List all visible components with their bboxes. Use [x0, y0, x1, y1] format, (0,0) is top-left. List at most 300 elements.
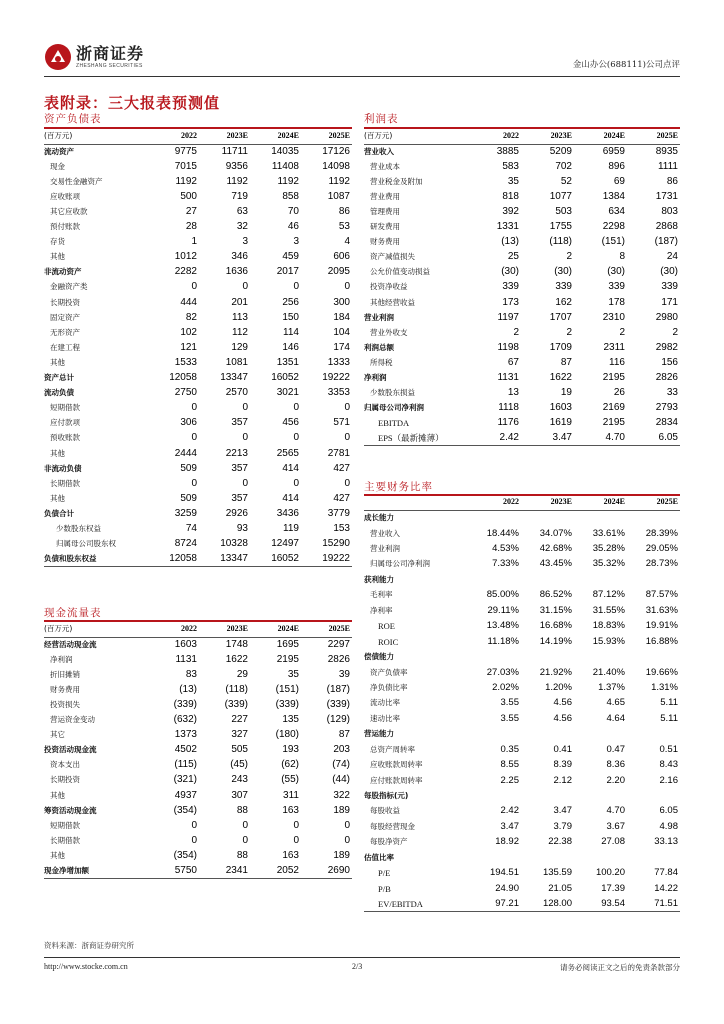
row-value: 6959 — [602, 145, 625, 157]
row-value: (129) — [326, 714, 350, 726]
row-value: 2311 — [603, 341, 625, 353]
row-value — [521, 727, 574, 742]
row-value: 459 — [282, 251, 299, 263]
cashflow-year-2023e: 2023E — [199, 622, 250, 637]
row-value: 18.44% — [486, 527, 519, 539]
row-value: 300 — [333, 296, 350, 308]
balance-sheet-table — [44, 129, 352, 567]
row-value: 0 — [293, 834, 299, 846]
row-label: 交易性金融资产 — [50, 176, 103, 186]
row-value: 71.51 — [627, 896, 680, 911]
row-value: 0 — [344, 281, 350, 293]
table-row — [364, 235, 680, 250]
table-row — [364, 526, 680, 541]
row-value: 0 — [242, 834, 248, 846]
row-value: 0.41 — [553, 743, 572, 755]
row-value: 6.05 — [627, 431, 680, 446]
row-label: 存货 — [50, 237, 65, 247]
row-value: 11.18% — [487, 635, 519, 647]
row-label: 短期借款 — [50, 403, 80, 413]
table-row — [44, 235, 352, 250]
row-value: 1087 — [327, 190, 350, 202]
row-value: 87.12% — [592, 589, 625, 601]
cashflow-year-2025e: 2025E — [301, 622, 352, 637]
row-value: 15290 — [322, 538, 350, 550]
table-row — [44, 697, 352, 712]
row-value: 0 — [293, 477, 299, 489]
row-value: 2690 — [301, 864, 352, 879]
row-value: 19.66% — [645, 666, 678, 678]
row-value: 189 — [333, 804, 350, 816]
row-value: 3 — [293, 236, 299, 248]
row-value: 135 — [282, 714, 299, 726]
row-value: 414 — [282, 462, 299, 474]
row-value: (187) — [326, 683, 350, 695]
row-value — [574, 850, 627, 865]
footer-disclaimer-note: 请务必阅读正文之后的免责条款部分 — [560, 963, 680, 972]
row-value: 146 — [282, 341, 299, 353]
ratios-year-2025e: 2025E — [627, 495, 680, 510]
table-row — [44, 401, 352, 416]
row-label: 其它应收款 — [50, 207, 88, 217]
row-value — [468, 572, 521, 587]
row-value: 444 — [180, 296, 197, 308]
table-row — [44, 325, 352, 340]
row-value: 18.92 — [495, 836, 519, 848]
row-value: 77.84 — [654, 867, 678, 879]
row-label: 在建工程 — [50, 342, 80, 352]
row-value: 35 — [507, 175, 519, 187]
table-row — [364, 603, 680, 618]
row-value: 1192 — [277, 175, 299, 187]
row-value: 3.47 — [521, 431, 574, 446]
row-label: 无形资产 — [50, 327, 80, 337]
table-row — [44, 189, 352, 204]
row-value: 0 — [191, 477, 197, 489]
row-label: 营业成本 — [370, 161, 400, 171]
row-label: 应付款项 — [50, 418, 80, 428]
row-value: 4.56 — [553, 712, 572, 724]
row-value: 3779 — [327, 507, 350, 519]
balance-year-2025e: 2025E — [301, 129, 352, 144]
row-value: 3.55 — [500, 712, 519, 724]
page-title: 表附录：三大报表预测值 — [44, 94, 221, 112]
row-value: 1755 — [549, 221, 572, 233]
table-row — [44, 803, 352, 818]
table-row — [44, 788, 352, 803]
row-value: 2169 — [602, 402, 625, 414]
row-value: 21.40% — [592, 666, 625, 678]
row-value: 307 — [231, 789, 248, 801]
row-value: 306 — [180, 417, 197, 429]
row-label: 每股经营现金 — [370, 821, 415, 831]
row-value: 85.00% — [486, 589, 519, 601]
row-value: 427 — [333, 462, 350, 474]
row-value: 322 — [333, 789, 350, 801]
row-label: 净负债比率 — [370, 682, 408, 692]
row-value: 2.42 — [468, 431, 521, 446]
row-value: 19222 — [322, 372, 350, 384]
row-label: 少数股东损益 — [370, 388, 415, 398]
row-label: 其他 — [50, 357, 65, 367]
row-value: 35.28% — [592, 543, 625, 555]
row-value: 4.70 — [574, 431, 627, 446]
row-value: 17126 — [322, 145, 350, 157]
row-value — [627, 727, 680, 742]
row-label: 财务费用 — [50, 684, 80, 694]
row-value: 2444 — [174, 447, 197, 459]
row-value: 35.32% — [592, 558, 625, 570]
table-row — [44, 461, 352, 476]
row-label: 长期投资 — [50, 775, 80, 785]
income-year-2024e: 2024E — [574, 129, 627, 144]
row-label: 其他 — [50, 252, 65, 262]
row-value: 163 — [282, 849, 299, 861]
row-value: 1622 — [225, 653, 248, 665]
row-label: 财务费用 — [370, 237, 400, 247]
row-value: 2052 — [250, 864, 301, 879]
row-value: 1012 — [174, 251, 197, 263]
table-row — [364, 680, 680, 695]
row-value: 82 — [185, 311, 197, 323]
row-label: 非流动负债 — [44, 463, 82, 473]
row-value: 0 — [242, 402, 248, 414]
row-label: ROE — [378, 621, 395, 632]
table-row — [44, 552, 352, 567]
row-label: 固定资产 — [50, 312, 80, 322]
row-value: 31.55% — [592, 604, 625, 616]
row-value: 1198 — [497, 341, 519, 353]
row-value: 31.15% — [539, 604, 572, 616]
row-label: 每股指标(元) — [364, 791, 409, 801]
row-value: 2826 — [327, 653, 350, 665]
income-unit: (百万元) — [364, 129, 468, 144]
table-row — [364, 866, 680, 881]
row-value: 583 — [502, 160, 519, 172]
row-value: 1622 — [549, 372, 572, 384]
row-value: 0 — [242, 281, 248, 293]
row-value: 0 — [191, 281, 197, 293]
row-value: 7015 — [174, 160, 197, 172]
row-value: 719 — [231, 190, 248, 202]
row-value: 2926 — [225, 507, 248, 519]
table-row — [364, 355, 680, 370]
row-value: 243 — [231, 774, 248, 786]
row-value: 87 — [560, 356, 572, 368]
table-row — [364, 325, 680, 340]
row-label: 毛利率 — [370, 590, 393, 600]
row-value: 2282 — [174, 266, 197, 278]
cash-flow-header-row — [44, 622, 352, 637]
row-label: 营业利润 — [364, 312, 394, 322]
table-row — [44, 340, 352, 355]
table-row — [44, 743, 352, 758]
row-value: 346 — [231, 251, 248, 263]
row-value: (55) — [281, 774, 299, 786]
row-value — [468, 649, 521, 664]
row-label: 预付账款 — [50, 222, 80, 232]
row-value: 0 — [191, 432, 197, 444]
row-value — [521, 510, 574, 525]
row-value: 12058 — [148, 552, 199, 567]
row-value: 2 — [566, 326, 572, 338]
row-value: 8.55 — [500, 759, 519, 771]
row-label: 金融资产类 — [50, 282, 88, 292]
table-row — [44, 758, 352, 773]
row-value: (339) — [326, 699, 350, 711]
row-value: 4.70 — [606, 805, 625, 817]
header-divider — [44, 76, 680, 77]
row-value: 0 — [344, 819, 350, 831]
balance-year-2023e: 2023E — [199, 129, 250, 144]
logo-chinese-name: 浙商证券 — [76, 44, 145, 63]
row-value: 0 — [344, 477, 350, 489]
table-row — [44, 476, 352, 491]
row-value: 87 — [338, 729, 350, 741]
row-value: 818 — [502, 190, 519, 202]
table-row — [364, 541, 680, 556]
row-value: (74) — [332, 759, 350, 771]
row-value: 2 — [672, 326, 678, 338]
row-value — [521, 572, 574, 587]
footer-website-link[interactable]: http://www.stocke.com.cn — [44, 962, 128, 971]
row-value: 1373 — [174, 729, 197, 741]
table-row — [364, 204, 680, 219]
ratios-year-2022: 2022 — [468, 495, 521, 510]
row-value: 12058 — [169, 372, 197, 384]
table-row — [44, 431, 352, 446]
table-row — [364, 619, 680, 634]
row-value: (45) — [230, 759, 248, 771]
table-row — [44, 537, 352, 552]
row-value: 2310 — [602, 311, 625, 323]
row-value: 606 — [333, 251, 350, 263]
row-value: 2.42 — [500, 805, 519, 817]
row-label: 非流动资产 — [44, 267, 82, 277]
table-row — [44, 667, 352, 682]
table-row — [364, 189, 680, 204]
row-value: 102 — [180, 326, 197, 338]
cashflow-year-2022: 2022 — [148, 622, 199, 637]
row-label: 营运能力 — [364, 729, 394, 739]
row-value: 3 — [242, 236, 248, 248]
row-value: 4.98 — [659, 820, 678, 832]
row-value: 19.91% — [645, 620, 678, 632]
row-value: 4.65 — [606, 697, 625, 709]
table-row — [44, 220, 352, 235]
balance-year-2024e: 2024E — [250, 129, 301, 144]
income-year-2022: 2022 — [468, 129, 521, 144]
row-value: 63 — [236, 206, 248, 218]
row-value — [627, 510, 680, 525]
row-value — [627, 572, 680, 587]
ratios-year-2024e: 2024E — [574, 495, 627, 510]
cashflow-year-2024e: 2024E — [250, 622, 301, 637]
table-row — [44, 864, 352, 879]
row-value: 0 — [293, 432, 299, 444]
row-value: 74 — [185, 522, 197, 534]
row-value: 22.38 — [548, 836, 572, 848]
row-value: 29 — [236, 668, 248, 680]
row-value: 3.55 — [500, 697, 519, 709]
row-value: 27.03% — [486, 666, 519, 678]
cash-flow-title: 现金流量表 — [44, 607, 102, 619]
row-value: 8.36 — [606, 759, 625, 771]
row-label: 长期投资 — [50, 297, 80, 307]
row-label: 应收账款周转率 — [370, 760, 423, 770]
row-value: 0.47 — [606, 743, 625, 755]
row-label: 资本支出 — [50, 760, 80, 770]
table-row — [364, 634, 680, 649]
row-value — [627, 649, 680, 664]
row-value: 16.88% — [645, 635, 678, 647]
row-value: 571 — [333, 417, 350, 429]
row-value: 2 — [619, 326, 625, 338]
row-value: 112 — [232, 326, 248, 338]
row-label: 其他 — [50, 448, 65, 458]
income-statement-title: 利润表 — [364, 113, 399, 125]
report-tag: 金山办公(688111)公司点评 — [572, 60, 680, 70]
row-value: 162 — [555, 296, 572, 308]
row-value: 1.37% — [598, 681, 625, 693]
row-value — [574, 649, 627, 664]
row-value: 16052 — [250, 552, 301, 567]
row-value: 392 — [502, 206, 519, 218]
row-value: 3259 — [174, 507, 197, 519]
row-value: 2195 — [602, 417, 625, 429]
row-value: 1192 — [226, 175, 248, 187]
row-value: 2834 — [655, 417, 678, 429]
row-value: 0 — [191, 402, 197, 414]
row-value: 5209 — [549, 145, 572, 157]
row-label: 流动资产 — [44, 146, 74, 156]
row-value: 4.53% — [492, 543, 519, 555]
row-value: 1533 — [174, 356, 197, 368]
row-value: 2781 — [327, 447, 350, 459]
ratios-year-2023e: 2023E — [521, 495, 574, 510]
row-label: 成长能力 — [364, 513, 394, 523]
row-value: 113 — [232, 311, 248, 323]
income-statement-table — [364, 129, 680, 446]
table-row — [44, 250, 352, 265]
row-value: 11408 — [271, 160, 299, 172]
row-label: 资产总计 — [44, 373, 74, 383]
row-label: 利润总额 — [364, 342, 394, 352]
row-value: 9775 — [174, 145, 197, 157]
row-label: 净利润 — [364, 373, 387, 383]
table-row — [364, 665, 680, 680]
row-label: 总资产周转率 — [370, 744, 415, 754]
row-label: 归属母公司净利润 — [370, 559, 430, 569]
row-value: 3.79 — [553, 820, 572, 832]
row-label: 长期借款 — [50, 835, 80, 845]
row-label: 净利率 — [370, 605, 393, 615]
row-value: 327 — [231, 729, 248, 741]
table-row — [44, 174, 352, 189]
row-value: 311 — [283, 789, 299, 801]
table-row — [364, 804, 680, 819]
row-value: 46 — [287, 221, 299, 233]
row-label: 所得税 — [370, 357, 393, 367]
row-value: 29.05% — [645, 543, 678, 555]
row-value: 0.35 — [500, 743, 519, 755]
table-row — [364, 310, 680, 325]
row-value — [521, 788, 574, 803]
table-row — [44, 773, 352, 788]
row-value: 13 — [507, 387, 519, 399]
row-value — [468, 850, 521, 865]
row-value: 42.68% — [539, 543, 572, 555]
row-value: 2017 — [276, 266, 299, 278]
row-value: 15.93% — [592, 635, 625, 647]
row-value — [468, 727, 521, 742]
row-value — [574, 572, 627, 587]
row-value: 227 — [231, 714, 248, 726]
row-value: 4502 — [174, 744, 197, 756]
row-value: (30) — [501, 266, 519, 278]
row-value: 357 — [231, 492, 248, 504]
table-row — [44, 416, 352, 431]
income-year-2023e: 2023E — [521, 129, 574, 144]
row-value: 5.11 — [660, 712, 678, 724]
row-value: 339 — [608, 281, 625, 293]
table-row — [364, 295, 680, 310]
financial-ratios-header-row — [364, 495, 680, 510]
row-value: (339) — [224, 699, 248, 711]
row-label: P/B — [378, 883, 391, 894]
table-row — [364, 510, 680, 525]
row-value: 1603 — [174, 638, 197, 650]
table-row — [364, 649, 680, 664]
row-value: 153 — [333, 522, 350, 534]
row-value: 4.56 — [553, 697, 572, 709]
table-row — [44, 506, 352, 521]
row-value: 2 — [566, 251, 572, 263]
row-value: 93 — [236, 522, 248, 534]
row-value: 8724 — [174, 538, 197, 550]
row-label: 其它 — [50, 730, 65, 740]
row-value: 19222 — [301, 552, 352, 567]
row-value: 12497 — [271, 538, 299, 550]
row-label: 营运资金变动 — [50, 715, 95, 725]
row-value — [627, 850, 680, 865]
row-value: 1351 — [276, 356, 299, 368]
row-value: (30) — [660, 266, 678, 278]
row-label: 获利能力 — [364, 574, 394, 584]
row-value: 4937 — [174, 789, 197, 801]
row-label: 偿债能力 — [364, 652, 394, 662]
row-value: 1603 — [549, 402, 572, 414]
row-value: 357 — [231, 462, 248, 474]
table-row — [364, 773, 680, 788]
row-value: (339) — [275, 699, 299, 711]
row-value: 414 — [282, 492, 299, 504]
row-label: 其他 — [50, 850, 65, 860]
financial-ratios-table — [364, 495, 680, 912]
row-value: 2750 — [174, 387, 197, 399]
row-value: 2095 — [327, 266, 350, 278]
row-value: 86.52% — [539, 589, 572, 601]
row-label: 折旧摊销 — [50, 669, 80, 679]
table-row — [364, 280, 680, 295]
row-value: 14098 — [322, 160, 350, 172]
row-label: ROIC — [378, 636, 399, 647]
table-row — [44, 833, 352, 848]
row-value: 27.08 — [601, 836, 625, 848]
row-value: 456 — [282, 417, 299, 429]
row-value: 5750 — [148, 864, 199, 879]
row-value: 0 — [293, 819, 299, 831]
